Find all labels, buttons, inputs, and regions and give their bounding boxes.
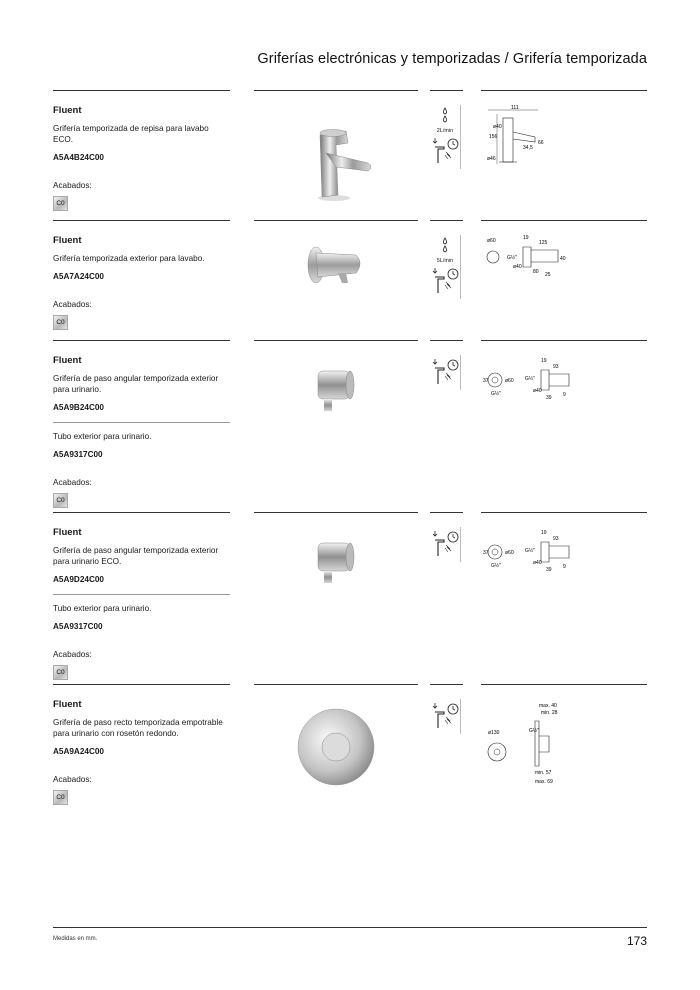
dim-label: G½" bbox=[507, 255, 517, 261]
dim-label: 156 bbox=[489, 134, 498, 140]
accessory-code: A5A9317C00 bbox=[53, 450, 103, 459]
finishes-label: Acabados: bbox=[53, 300, 92, 309]
timed-tap-icon bbox=[430, 134, 461, 169]
dim-label: ø40 bbox=[493, 124, 502, 130]
accessory-code: A5A9317C00 bbox=[53, 622, 103, 631]
timed-tap-icon bbox=[430, 699, 461, 734]
finishes-label: Acabados: bbox=[53, 775, 92, 784]
footer-divider bbox=[53, 927, 647, 928]
product-photo-urinal-valve bbox=[256, 355, 416, 460]
dim-label: G½" bbox=[491, 391, 501, 397]
section-divider bbox=[430, 340, 463, 341]
dim-label: 80 bbox=[533, 269, 539, 275]
section-divider bbox=[53, 220, 230, 221]
product-section-3 bbox=[0, 340, 700, 510]
technical-drawing bbox=[483, 696, 573, 785]
finish-swatch-chrome: C0 bbox=[53, 315, 68, 330]
product-description: Grifería temporizada de repisa para lavabo ECO. bbox=[53, 124, 209, 144]
product-info bbox=[53, 235, 230, 330]
dim-label: 66 bbox=[538, 140, 544, 146]
timed-tap-icon bbox=[430, 527, 461, 562]
product-name: Fluent bbox=[53, 235, 82, 246]
section-divider bbox=[254, 512, 418, 513]
section-divider bbox=[254, 340, 418, 341]
feature-icons bbox=[430, 355, 463, 390]
product-photo-basin-tap bbox=[256, 105, 416, 210]
feature-icons bbox=[430, 235, 463, 299]
technical-drawing bbox=[483, 524, 573, 599]
section-divider bbox=[53, 684, 230, 685]
product-code: A5A7A24C00 bbox=[53, 272, 104, 281]
product-info bbox=[53, 105, 230, 211]
product-info bbox=[53, 527, 230, 680]
dim-label: min. 57 bbox=[535, 770, 552, 776]
dim-label: 34,5 bbox=[523, 145, 533, 151]
dim-label: 39 bbox=[546, 395, 552, 401]
section-divider bbox=[481, 90, 647, 91]
section-divider bbox=[430, 90, 463, 91]
product-description: Grifería de paso angular temporizada exterior para urinario. bbox=[53, 374, 219, 394]
dim-label: 125 bbox=[539, 240, 548, 246]
water-saving-icon bbox=[430, 105, 461, 134]
page-title: Griferías electrónicas y temporizadas / Grifería temporizada bbox=[257, 51, 647, 67]
finish-swatch-chrome: C0 bbox=[53, 790, 68, 805]
dim-label: min. 28 bbox=[541, 710, 558, 716]
product-description: Grifería temporizada exterior para lavabo. bbox=[53, 254, 205, 263]
product-name: Fluent bbox=[53, 699, 82, 710]
section-divider bbox=[430, 512, 463, 513]
timed-tap-icon bbox=[430, 264, 461, 299]
dim-label: ø60 bbox=[505, 550, 514, 556]
product-name: Fluent bbox=[53, 105, 82, 116]
dim-label: max. 40 bbox=[539, 703, 557, 709]
timed-tap-icon bbox=[430, 355, 461, 390]
dim-label: 37 bbox=[483, 378, 489, 384]
flow-rate-label: 5L/min bbox=[436, 258, 454, 264]
item-divider bbox=[53, 422, 230, 423]
dim-label: ø60 bbox=[487, 238, 496, 244]
dim-label: 19 bbox=[523, 235, 529, 241]
product-photo-wall-tap bbox=[256, 235, 416, 340]
product-section-5 bbox=[0, 684, 700, 854]
product-section-4 bbox=[0, 512, 700, 682]
technical-drawing bbox=[483, 102, 573, 177]
product-description: Grifería de paso angular temporizada exterior para urinario ECO. bbox=[53, 546, 219, 566]
dim-label: ø130 bbox=[488, 730, 500, 736]
section-divider bbox=[254, 684, 418, 685]
finishes-label: Acabados: bbox=[53, 478, 92, 487]
page-number: 173 bbox=[626, 934, 647, 948]
finish-swatch-chrome: C0 bbox=[53, 493, 68, 508]
section-divider bbox=[481, 512, 647, 513]
dim-label: 93 bbox=[553, 364, 559, 370]
dim-label: 9 bbox=[563, 392, 566, 398]
product-info bbox=[53, 699, 230, 805]
dim-label: 93 bbox=[553, 536, 559, 542]
dim-label: 111 bbox=[511, 105, 519, 111]
dim-label: G½" bbox=[491, 563, 501, 569]
finish-swatch-chrome: C0 bbox=[53, 196, 68, 211]
product-photo-urinal-valve-eco bbox=[256, 527, 416, 632]
section-divider bbox=[481, 340, 647, 341]
dim-label: ø40 bbox=[513, 264, 522, 270]
technical-drawing bbox=[483, 232, 573, 307]
dim-label: ø46 bbox=[487, 156, 496, 162]
dim-label: 19 bbox=[541, 530, 547, 536]
dim-label: G½" bbox=[525, 376, 535, 382]
section-divider bbox=[430, 684, 463, 685]
dim-label: ø40 bbox=[533, 560, 542, 566]
dim-label: 9 bbox=[563, 564, 566, 570]
accessory-description: Tubo exterior para urinario. bbox=[53, 604, 152, 613]
finishes-label: Acabados: bbox=[53, 181, 92, 190]
dim-label: 37 bbox=[483, 550, 489, 556]
section-divider bbox=[481, 684, 647, 685]
section-divider bbox=[481, 220, 647, 221]
footer-note: Medidas en mm. bbox=[53, 936, 98, 942]
product-code: A5A9B24C00 bbox=[53, 403, 104, 412]
product-info bbox=[53, 355, 230, 508]
dim-label: 25 bbox=[545, 272, 551, 278]
dim-label: 40 bbox=[560, 256, 566, 262]
feature-icons bbox=[430, 527, 463, 562]
section-divider bbox=[254, 220, 418, 221]
section-divider bbox=[53, 90, 230, 91]
section-divider bbox=[53, 340, 230, 341]
product-code: A5A9A24C00 bbox=[53, 747, 104, 756]
dim-label: ø40 bbox=[533, 388, 542, 394]
product-code: A5A9D24C00 bbox=[53, 575, 104, 584]
section-divider bbox=[254, 90, 418, 91]
finish-swatch-chrome: C0 bbox=[53, 665, 68, 680]
technical-drawing bbox=[483, 352, 573, 427]
dim-label: 39 bbox=[546, 567, 552, 573]
flow-rate-label: 2L/min bbox=[436, 128, 454, 134]
dim-label: G½" bbox=[525, 548, 535, 554]
product-description: Grifería de paso recto temporizada empotrable para urinario con rosetón redondo. bbox=[53, 718, 223, 738]
product-photo-concealed-valve bbox=[256, 699, 416, 804]
section-divider bbox=[430, 220, 463, 221]
accessory-description: Tubo exterior para urinario. bbox=[53, 432, 152, 441]
product-name: Fluent bbox=[53, 355, 82, 366]
feature-icons bbox=[430, 699, 463, 734]
item-divider bbox=[53, 594, 230, 595]
product-name: Fluent bbox=[53, 527, 82, 538]
feature-icons bbox=[430, 105, 463, 169]
dim-label: G½" bbox=[529, 728, 539, 734]
product-code: A5A4B24C00 bbox=[53, 153, 104, 162]
section-divider bbox=[53, 512, 230, 513]
dim-label: max. 69 bbox=[535, 779, 553, 785]
dim-label: 19 bbox=[541, 358, 547, 364]
dim-label: ø60 bbox=[505, 378, 514, 384]
water-saving-icon bbox=[430, 235, 461, 264]
finishes-label: Acabados: bbox=[53, 650, 92, 659]
